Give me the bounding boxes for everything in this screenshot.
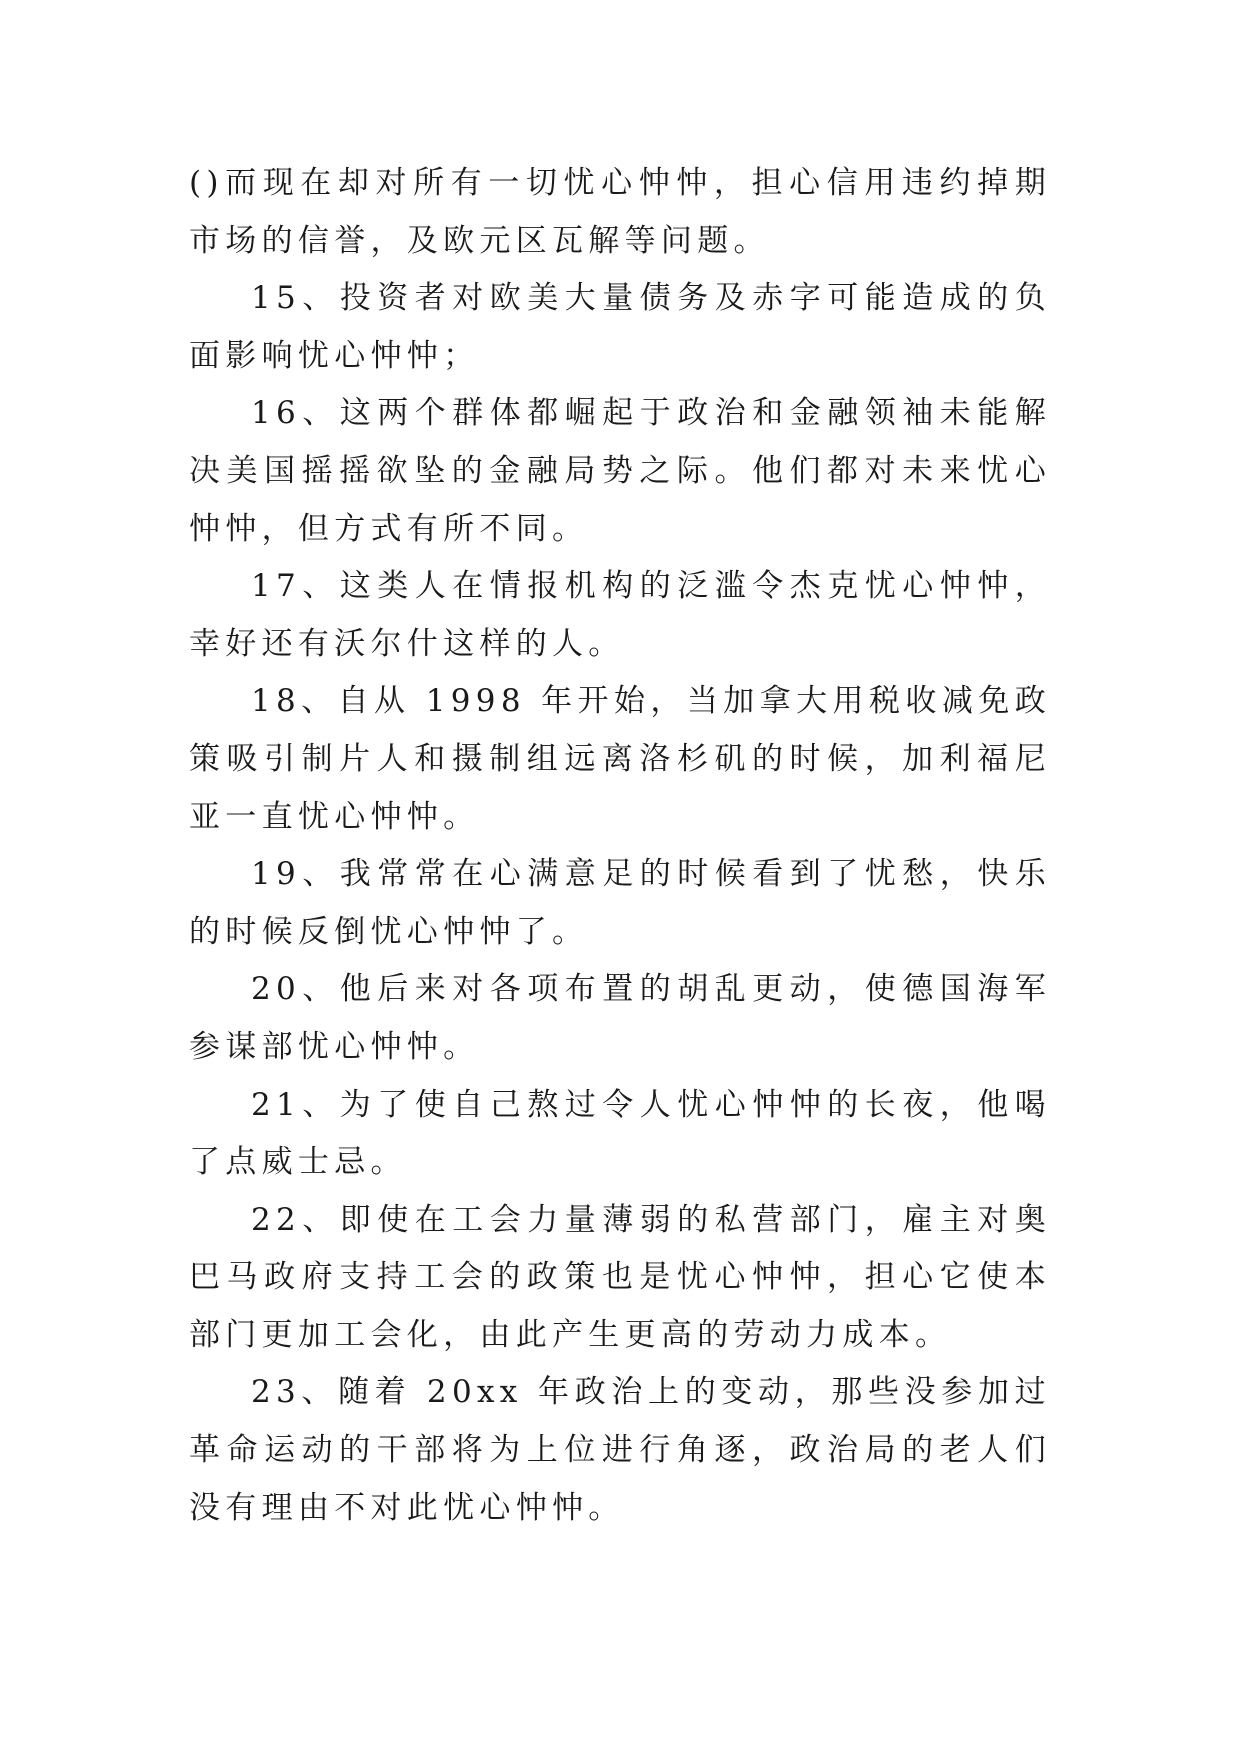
document-body	[189, 155, 1051, 1537]
paragraph-23: 23、随着 20xx 年政治上的变动，那些没参加过革命运动的干部将为上位进行角逐，政治局的老人们没有理由不对此忧心忡忡。	[189, 1374, 1051, 1526]
paragraph-continuation: ()而现在却对所有一切忧心忡忡，担心信用违约掉期市场的信誉，及欧元区瓦解等问题。	[189, 165, 1051, 259]
paragraph-20: 20、他后来对各项布置的胡乱更动，使德国海军参谋部忧心忡忡。	[189, 971, 1051, 1065]
paragraph-18: 18、自从 1998 年开始，当加拿大用税收减免政策吸引制片人和摄制组远离洛杉矶的时候，加利福尼亚一直忧心忡忡。	[189, 683, 1051, 835]
paragraph-21: 21、为了使自己熬过令人忧心忡忡的长夜，他喝了点威士忌。	[189, 1086, 1051, 1181]
paragraph-19: 19、我常常在心满意足的时候看到了忧愁，快乐的时候反倒忧心忡忡了。	[189, 856, 1051, 950]
paragraph-16: 16、这两个群体都崛起于政治和金融领袖未能解决美国摇摇欲坠的金融局势之际。他们都对未来忧心忡忡，但方式有所不同。	[189, 395, 1051, 547]
paragraph-22: 22、即使在工会力量薄弱的私营部门，雇主对奥巴马政府支持工会的政策也是忧心忡忡，担心它使本部门更加工会化，由此产生更高的劳动力成本。	[189, 1201, 1051, 1353]
paragraph-17: 17、这类人在情报机构的泛滥令杰克忧心忡忡，幸好还有沃尔什这样的人。	[189, 568, 1051, 662]
paragraph-15: 15、投资者对欧美大量债务及赤字可能造成的负面影响忧心忡忡；	[189, 280, 1051, 374]
